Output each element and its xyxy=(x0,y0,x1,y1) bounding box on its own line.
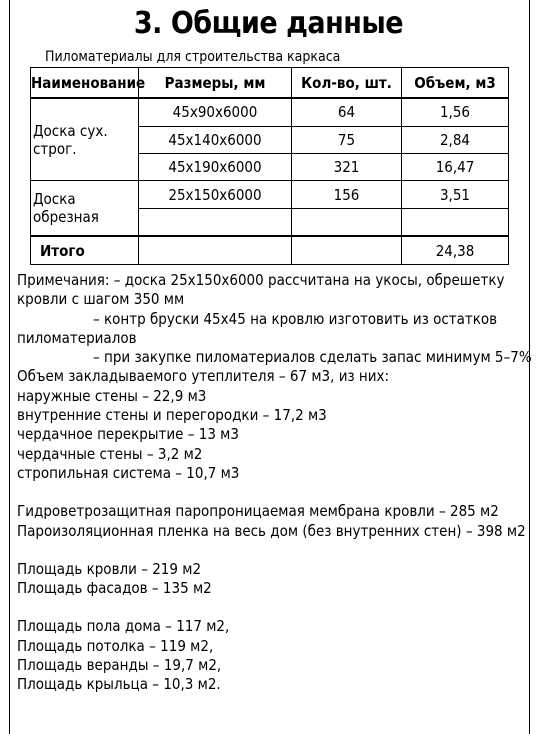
area-line: Площадь потолка – 119 м2, xyxy=(17,636,214,655)
header-volume: Объем, м3 xyxy=(402,68,509,99)
cell-empty xyxy=(292,236,402,264)
cell-size xyxy=(139,208,292,236)
spacer xyxy=(17,598,525,617)
cell-size: 25х150х6000 xyxy=(139,181,292,208)
cell-qty: 75 xyxy=(292,126,402,153)
insulation-item: чердачные стены – 3,2 м2 xyxy=(17,444,203,463)
insulation-item: наружные стены – 22,9 м3 xyxy=(17,386,207,405)
insulation-item: чердачное перекрытие – 13 м3 xyxy=(17,425,239,444)
cell-volume: 2,84 xyxy=(402,126,509,153)
total-label: Итого xyxy=(31,236,139,264)
total-volume: 24,38 xyxy=(402,236,509,264)
cell-volume xyxy=(402,208,509,236)
membrane-line: Гидроветрозащитная паропроницаемая мембрана кровли – 285 м2 xyxy=(17,502,499,521)
cell-size: 45х190х6000 xyxy=(139,153,292,180)
area-line: Площадь кровли – 219 м2 xyxy=(17,559,202,578)
spacer xyxy=(17,483,525,502)
page-title: 3. Общие данные xyxy=(133,6,404,41)
frame-border-left xyxy=(9,0,10,734)
cell-qty: 321 xyxy=(292,153,402,180)
area-line: Площадь пола дома – 117 м2, xyxy=(17,617,230,636)
material-name-dry-planed: Доска сух. строг. xyxy=(31,98,139,181)
material-name-edged-board: Доска обрезная xyxy=(31,181,139,236)
membrane-line: Пароизоляционная пленка на весь дом (без внутренних стен) – 398 м2 xyxy=(17,521,526,540)
header-size: Размеры, мм xyxy=(139,68,292,99)
table-header-row xyxy=(31,68,509,99)
table-row xyxy=(31,181,509,208)
cell-size: 45х90х6000 xyxy=(139,98,292,126)
note-line: – контр бруски 45х45 на кровлю изготовить из остатков xyxy=(93,309,498,328)
area-line: Площадь веранды – 19,7 м2, xyxy=(17,656,222,675)
note-line: пиломатериалов xyxy=(17,328,137,347)
cell-qty: 156 xyxy=(292,181,402,208)
note-line: – при закупке пиломатериалов сделать запас минимум 5–7% xyxy=(93,348,532,367)
header-qty: Кол-во, шт. xyxy=(292,68,402,99)
notes-section xyxy=(17,271,532,695)
cell-volume: 1,56 xyxy=(402,98,509,126)
cell-qty: 64 xyxy=(292,98,402,126)
insulation-intro: Объем закладываемого утеплителя – 67 м3, из них: xyxy=(17,367,390,386)
area-line: Площадь фасадов – 135 м2 xyxy=(17,579,212,598)
note-line: кровли с шагом 350 мм xyxy=(17,290,185,309)
note-line: Примечания: – доска 25х150х6000 рассчитана на укосы, обрешетку xyxy=(17,271,505,289)
insulation-item: стропильная система – 10,7 м3 xyxy=(17,463,240,482)
cell-volume: 16,47 xyxy=(402,153,509,180)
table-total-row xyxy=(31,236,509,264)
header-name: Наименование xyxy=(31,68,139,99)
insulation-item: внутренние стены и перегородки – 17,2 м3 xyxy=(17,406,327,425)
area-line: Площадь крыльца – 10,3 м2. xyxy=(17,675,221,694)
spacer xyxy=(17,541,525,560)
cell-qty xyxy=(292,208,402,236)
cell-empty xyxy=(139,236,292,264)
cell-volume: 3,51 xyxy=(402,181,509,208)
table-caption: Пиломатериалы для строительства каркаса xyxy=(45,49,341,65)
table-row xyxy=(31,98,509,126)
lumber-table xyxy=(30,67,509,265)
cell-size: 45х140х6000 xyxy=(139,126,292,153)
